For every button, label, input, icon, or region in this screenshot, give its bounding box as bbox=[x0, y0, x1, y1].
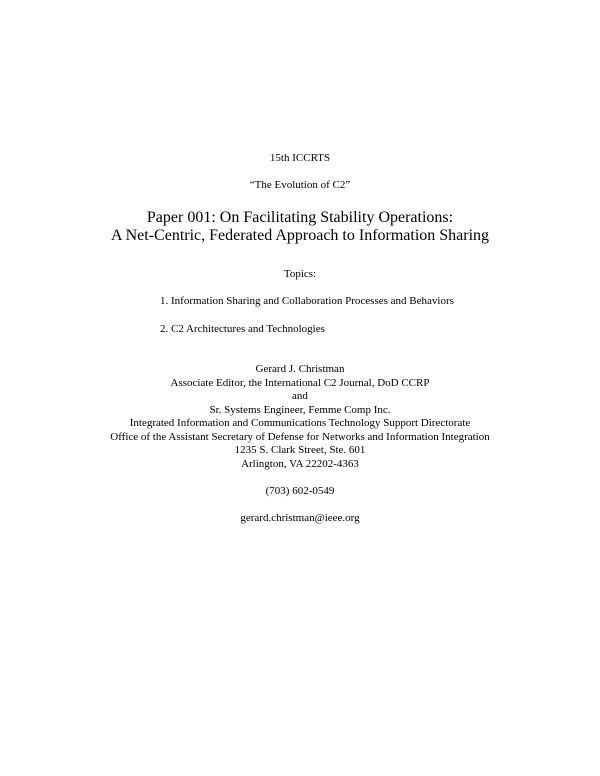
author-role-engineer: Sr. Systems Engineer, Femme Comp Inc. bbox=[209, 404, 391, 416]
author-role-conjunction: and bbox=[292, 390, 308, 402]
paper-title-line-1: Paper 001: On Facilitating Stability Operations: bbox=[146, 209, 454, 226]
author-role-editor: Associate Editor, the International C2 Journal, DoD CCRP bbox=[170, 377, 430, 389]
topics-heading: Topics: bbox=[283, 268, 317, 280]
conference-name: 15th ICCRTS bbox=[269, 152, 331, 164]
author-email: gerard.christman@ieee.org bbox=[240, 512, 360, 524]
topic-item: 2. C2 Architectures and Technologies bbox=[160, 323, 325, 335]
author-name: Gerard J. Christman bbox=[255, 363, 345, 375]
author-city-address: Arlington, VA 22202-4363 bbox=[241, 458, 359, 470]
conference-theme: “The Evolution of C2” bbox=[249, 179, 351, 191]
author-phone: (703) 602-0549 bbox=[265, 485, 335, 497]
topic-item: 1. Information Sharing and Collaboration Processes and Behaviors bbox=[160, 295, 454, 307]
author-org-directorate: Integrated Information and Communications Technology Support Directorate bbox=[129, 417, 471, 429]
author-street-address: 1235 S. Clark Street, Ste. 601 bbox=[234, 444, 366, 456]
paper-title-line-2: A Net-Centric, Federated Approach to Information Sharing bbox=[110, 227, 490, 244]
author-org-office: Office of the Assistant Secretary of Defense for Networks and Information Integration bbox=[110, 431, 490, 443]
